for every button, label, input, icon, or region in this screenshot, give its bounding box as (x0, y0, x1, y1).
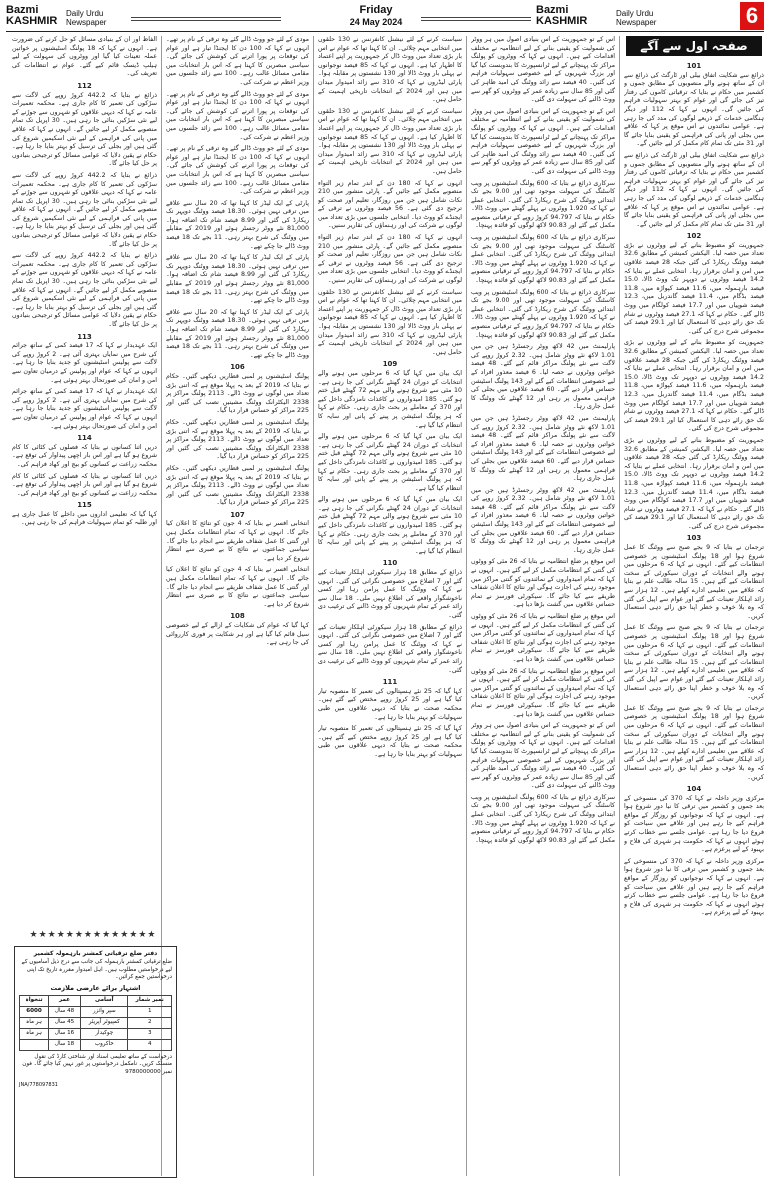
star-divider: ★★★★★★★★★★★★★★ (29, 930, 157, 940)
article-paragraph: کہا گیا کہ 25 نئے ہسپتالوں کی تعمیر کا منصوبہ تیار کیا گیا ہے اور 25 کروڑ روپے مختص کیے گئے ہیں۔ محکمہ صحت نے بتایا کہ دیہی علاقوں میں طبی سہولیات کو بہتر بنایا جا رہا ہے۔ (318, 687, 462, 721)
item-number: 104 (686, 785, 702, 794)
article-paragraph: اس کے تو جمہوریت کے اس بنیادی اصول میں ہر ووٹر کی شمولیت کو یقینی بنانے کے لیے انتظامیہ نے مختلف اقدامات کیے ہیں۔ انہوں نے کہا کہ ووٹروں کو پولنگ مراکز تک پہنچانے کے لیے ٹرانسپورٹ کا بندوبست کیا گیا اور بزرگ شہریوں کے لیے خصوصی سہولیات فراہم کی گئیں۔ 40 فیصد سے زائد ووٹنگ کی امید ظاہر کی گئی اور 85 سال سے زیادہ عمر کے ووٹروں کو گھر سے ووٹ ڈالنے کی سہولت دی گئی۔ (471, 107, 615, 175)
article-paragraph: اس کے تو جمہوریت کے اس بنیادی اصول میں ہر ووٹر کی شمولیت کو یقینی بنانے کے لیے انتظامیہ نے مختلف اقدامات کیے ہیں۔ انہوں نے کہا کہ ووٹروں کو پولنگ مراکز تک پہنچانے کے لیے ٹرانسپورٹ کا بندوبست کیا گیا اور بزرگ شہریوں کے لیے خصوصی سہولیات فراہم کی گئیں۔ 40 فیصد سے زائد ووٹنگ کی امید ظاہر کی گئی اور 85 سال سے زیادہ عمر کے ووٹروں کو گھر سے ووٹ ڈالنے کی سہولت دی گئی۔ (471, 722, 615, 790)
article-paragraph: پولنگ اسٹیشنوں پر لمبی قطاریں دیکھی گئیں۔ حکام نے بتایا کہ 2019 کے بعد یہ پہلا موقع ہے کہ اتنی بڑی تعداد میں لوگوں نے ووٹ ڈالے۔ 2113 پولنگ مراکز پر 2338 الیکٹرانک ووٹنگ مشینیں نصب کی گئیں اور 225 مراکز کو حساس قرار دیا گیا۔ (166, 464, 309, 507)
item-number: 113 (77, 332, 92, 341)
column-5 (12, 36, 157, 926)
article-paragraph: پارٹی کے ایک لیڈر کا کہنا تھا کہ 20 سال سے علاقے میں ترقی نہیں ہوئی۔ 18.30 فیصد ووٹنگ دوپہر تک ریکارڈ کی گئی اور 8.99 فیصد شام تک اضافہ ہوا۔ 81,000 نئے ووٹر رجسٹر ہوئے اور 2019 کے مقابلے میں ووٹنگ کی شرح بہتر رہی۔ 11 بجے تک 18 فیصد ووٹ ڈالے جا چکے تھے۔ (166, 199, 309, 250)
item-number: 102 (686, 232, 702, 241)
masthead-right (536, 5, 596, 27)
article-paragraph: جمہوریت کو مضبوط بنانے کے لیے ووٹروں نے بڑی تعداد میں حصہ لیا۔ الیکشن کمیشن کے مطابق 32.6 فیصد ووٹنگ ریکارڈ کی گئی جبکہ 28 فیصد علاقوں میں امن و امان برقرار رہا۔ انتخابی عملے نے بتایا کہ 14.2 فیصد ووٹروں نے دوپہر تک ووٹ ڈالا، 15.0 فیصد بارہمولہ میں، 11.6 فیصد کپواڑہ میں، 11.8 فیصد بڈگام میں، 11.4 فیصد گاندربل میں، 12.3 فیصد شوپیاں میں اور 17.7 فیصد کولگام میں ووٹ ڈالے گئے۔ حکام نے کہا کہ 27.1 فیصد ووٹروں نے شام تک حق رائے دہی کا استعمال کیا اور 29.1 فیصد کی مجموعی شرح درج کی گئی۔ (624, 339, 764, 433)
item-number: 106 (230, 363, 245, 372)
article-paragraph: اس موقع پر ضلع انتظامیہ نے بتایا کہ 26 مئی کو ووٹوں کی گنتی کے انتظامات مکمل کر لیے گئے ہیں۔ انہوں نے کہا کہ تمام امیدواروں کے نمائندوں کو گنتی مراکز میں موجود رہنے کی اجازت ہوگی اور نتائج کا اعلان شفاف طریقے سے کیا جائے گا۔ سیکورٹی فورسز نے تمام حساس علاقوں میں گشت بڑھا دیا ہے۔ (471, 558, 615, 609)
article-paragraph: ذرائع کے مطابق 18 ہزار سیکورٹی اہلکار تعینات کیے گئے اور 7 اضلاع میں خصوصی نگرانی کی گئی۔ انہوں نے کہا کہ ووٹنگ کا عمل پرامن رہا اور کسی ناخوشگوار واقعے کی اطلاع نہیں ملی۔ 18 سال سے زائد عمر کے تمام شہریوں کو ووٹ ڈالنے کی ترغیب دی گئی۔ (318, 623, 462, 674)
article-paragraph: ترجمان نے بتایا کہ 9 بجے صبح سے ووٹنگ کا عمل شروع ہوا اور 18 پولنگ اسٹیشنوں پر خصوصی انتظامات کیے گئے۔ انہوں نے کہا کہ 6 مرحلوں میں ہونے والے انتخابات کے دوران سیکورٹی کے سخت انتظامات کیے گئے ہیں۔ 15 سالہ طالب علم نے بتایا کہ علاقے میں تعلیمی ادارے کھلے ہیں۔ 12 ہزار سے زائد اہلکار تعینات کیے گئے اور عوام سے اپیل کی گئی کہ وہ بلا خوف و خطر اپنا حق رائے دہی استعمال کریں۔ (624, 704, 764, 781)
notice-table (19, 995, 172, 1051)
item-number: 109 (382, 360, 398, 369)
notice-subtitle: اشتہار برائے عارضی ملازمت (50, 983, 141, 992)
article-paragraph: انہوں نے کہا کہ 180 دن کے اندر تمام زیر التواء منصوبے مکمل کیے جائیں گے۔ پارٹی منشور میں 210 نکات شامل ہیں جن میں روزگار، تعلیم اور صحت کو ترجیح دی گئی ہے۔ 56 فیصد ووٹروں نے ترقی کے ایجنڈے کو ووٹ دیا۔ انتخابی جلسوں میں بڑی تعداد میں لوگوں نے شرکت کی اور رہنماؤں کی تقاریر سنیں۔ (318, 179, 462, 230)
column-rule (619, 36, 620, 1176)
item-number: 112 (77, 81, 92, 90)
table-cell: خاکروب (81, 1040, 128, 1051)
article-paragraph: ترجمان نے بتایا کہ 9 بجے صبح سے ووٹنگ کا عمل شروع ہوا اور 18 پولنگ اسٹیشنوں پر خصوصی انتظامات کیے گئے۔ انہوں نے کہا کہ 6 مرحلوں میں ہونے والے انتخابات کے دوران سیکورٹی کے سخت انتظامات کیے گئے ہیں۔ 15 سالہ طالب علم نے بتایا کہ علاقے میں تعلیمی ادارے کھلے ہیں۔ 12 ہزار سے زائد اہلکار تعینات کیے گئے اور عوام سے اپیل کی گئی کہ وہ بلا خوف و خطر اپنا حق رائے دہی استعمال کریں۔ (624, 544, 764, 620)
table-header-cell: تنخواہ (20, 996, 49, 1007)
notice-reference: JNA/778097831 (19, 1082, 58, 1089)
article-paragraph: ایک بیان میں کہا گیا کہ 6 مرحلوں میں ہونے والے انتخابات کے دوران 24 گھنٹے نگرانی کی جا رہی ہے۔ 10 مئی سے شروع ہونے والی مہم 72 گھنٹے قبل ختم ہو گئی۔ 185 امیدواروں نے کاغذات نامزدگی داخل کیے اور 370 کے معاملے پر بحث جاری رہی۔ حکام نے کہا کہ ہر پولنگ اسٹیشن پر پینے کے پانی اور سایہ کا انتظام کیا گیا ہے۔ (318, 433, 462, 492)
column-4 (166, 36, 309, 1181)
table-row (20, 1018, 172, 1029)
item-number: 114 (77, 434, 92, 443)
masthead-day: Friday (359, 4, 393, 16)
table-header-cell: عمر (49, 996, 81, 1007)
advertisement-notice (14, 946, 177, 1178)
article-paragraph: انتخابی افسر نے بتایا کہ 4 جون کو نتائج کا اعلان کیا جائے گا۔ انہوں نے کہا کہ تمام انتظامات مکمل ہیں اور گنتی کا عمل شفاف طریقے سے انجام دیا جائے گا۔ سیاسی جماعتوں نے نتائج کا بے صبری سے انتظار شروع کر دیا ہے۔ (166, 566, 309, 608)
article-paragraph: کہا گیا کہ 25 نئے ہسپتالوں کی تعمیر کا منصوبہ تیار کیا گیا ہے اور 25 کروڑ روپے مختص کیے گئے ہیں۔ محکمہ صحت نے بتایا کہ دیہی علاقوں میں طبی سہولیات کو بہتر بنایا جا رہا ہے۔ (318, 725, 462, 758)
table-cell: 4 (128, 1040, 172, 1051)
masthead-right-sub-wrap (616, 9, 676, 27)
table-cell: ہر ماہ (20, 1018, 49, 1029)
article-paragraph: ذرائع نے بتایا کہ 442.2 کروڑ روپے کی لاگت سے سڑکوں کی تعمیر کا کام جاری ہے۔ محکمہ تعمیرات عامہ نے کہا کہ دیہی علاقوں کو شہروں سے جوڑنے کے لیے نئی سڑکیں بنائی جا رہی ہیں۔ 30 اپریل تک تمام منصوبے مکمل کر لیے جائیں گے۔ انہوں نے کہا کہ علاقے میں پانی کی فراہمی کے لیے نئی اسکیمیں شروع کی گئی ہیں اور بجلی کی ترسیل کو بہتر بنایا جا رہا ہے۔ حکام نے یقین دلایا کہ عوامی مسائل کو ترجیحی بنیادوں پر حل کیا جائے گا۔ (12, 171, 157, 248)
article-paragraph: مودی کے لئے جو ووٹ ڈالے گئے وہ ترقی کے نام پر تھے۔ انہوں نے کہا کہ 100 دن کا ایجنڈا تیار ہے اور عوام کی توقعات پر پورا اترنے کی کوشش کی جائے گی۔ سیاسی مبصرین کا کہنا ہے کہ اس بار انتخابات میں مقامی مسائل غالب رہے۔ 100 سے زائد جلسوں میں وزیر اعظم نے شرکت کی۔ (166, 145, 309, 196)
article-paragraph: کہا گیا کہ تعلیمی اداروں میں داخلے کا عمل جاری ہے اور طلبہ کو تمام سہولیات فراہم کی جا رہی ہیں۔ (12, 510, 157, 527)
article-paragraph: ایک بیان میں کہا گیا کہ 6 مرحلوں میں ہونے والے انتخابات کے دوران 24 گھنٹے نگرانی کی جا رہی ہے۔ 10 مئی سے شروع ہونے والی مہم 72 گھنٹے قبل ختم ہو گئی۔ 185 امیدواروں نے کاغذات نامزدگی داخل کیے اور 370 کے معاملے پر بحث جاری رہی۔ حکام نے کہا کہ ہر پولنگ اسٹیشن پر پینے کے پانی اور سایہ کا انتظام کیا گیا ہے۔ (318, 496, 462, 555)
table-cell: سپر وائزر (81, 1007, 128, 1018)
article-paragraph: مرکزی وزیر داخلہ نے کہا کہ 370 کی منسوخی کے بعد جموں و کشمیر میں ترقی کا نیا دور شروع ہوا ہے۔ انہوں نے کہا کہ نوجوانوں کو روزگار کے مواقع فراہم کیے جا رہے ہیں اور علاقے میں سیاحت کو فروغ دیا جا رہا ہے۔ عوامی جلسے سے خطاب کرتے ہوئے انہوں نے کہا کہ حکومت ہر شہری کی فلاح و بہبود کے لیے پرعزم ہے۔ (624, 794, 764, 854)
article-paragraph: سرکاری ذرائع نے بتایا کہ 600 پولنگ اسٹیشنوں پر ویب کاسٹنگ کی سہولت موجود تھی اور 9.00 بجے تک ابتدائی ووٹنگ کی شرح ریکارڈ کی گئی۔ انتخابی عملے نے کہا کہ 1.920 ووٹروں نے پہلے گھنٹے میں ووٹ ڈالا۔ حکام نے بتایا کہ 94.797 کروڑ روپے کے ترقیاتی منصوبے مکمل کیے گئے اور 90.83 لاکھ لوگوں کو فائدہ پہنچا۔ (471, 234, 615, 285)
table-row (20, 1029, 172, 1040)
article-paragraph: مودی کے لئے جو ووٹ ڈالے گئے وہ ترقی کے نام پر تھے۔ انہوں نے کہا کہ 100 دن کا ایجنڈا تیار ہے اور عوام کی توقعات پر پورا اترنے کی کوشش کی جائے گی۔ سیاسی مبصرین کا کہنا ہے کہ اس بار انتخابات میں مقامی مسائل غالب رہے۔ 100 سے زائد جلسوں میں وزیر اعظم نے شرکت کی۔ (166, 36, 309, 86)
table-cell: 3 (128, 1029, 172, 1040)
section-banner: صفحہ اول سے آگے (626, 36, 762, 56)
article-paragraph: ذرائع نے بتایا کہ 442.2 کروڑ روپے کی لاگت سے سڑکوں کی تعمیر کا کام جاری ہے۔ محکمہ تعمیرات عامہ نے کہا کہ دیہی علاقوں کو شہروں سے جوڑنے کے لیے نئی سڑکیں بنائی جا رہی ہیں۔ 30 اپریل تک تمام منصوبے مکمل کر لیے جائیں گے۔ انہوں نے کہا کہ علاقے میں پانی کی فراہمی کے لیے نئی اسکیمیں شروع کی گئی ہیں اور بجلی کی ترسیل کو بہتر بنایا جا رہا ہے۔ حکام نے یقین دلایا کہ عوامی مسائل کو ترجیحی بنیادوں پر حل کیا جائے گا۔ (12, 91, 157, 168)
item-number: 108 (230, 612, 245, 621)
article-paragraph: ایک بیان میں کہا گیا کہ 6 مرحلوں میں ہونے والے انتخابات کے دوران 24 گھنٹے نگرانی کی جا رہی ہے۔ 10 مئی سے شروع ہونے والی مہم 72 گھنٹے قبل ختم ہو گئی۔ 185 امیدواروں نے کاغذات نامزدگی داخل کیے اور 370 کے معاملے پر بحث جاری رہی۔ حکام نے کہا کہ ہر پولنگ اسٹیشن پر پینے کے پانی اور سایہ کا انتظام کیا گیا ہے۔ (318, 369, 462, 429)
masthead (6, 2, 764, 32)
table-cell: 18 سال (49, 1040, 81, 1051)
notice-header: دفتر ضلع ترقیاتی کمشنر بارہمولہ کشمیر (33, 950, 158, 957)
article-paragraph: پارلیمنٹ میں 42 لاکھ ووٹر رجسٹرڈ ہیں جن میں 1.01 لاکھ نئے ووٹر شامل ہیں۔ 2.32 کروڑ روپے کی لاگت سے نئے پولنگ مراکز قائم کیے گئے۔ 48 فیصد خواتین ووٹروں نے حصہ لیا۔ 6 فیصد معذور افراد کے لیے خصوصی انتظامات کیے گئے اور 143 پولنگ اسٹیشن حساس قرار دیے گئے۔ 60 فیصد علاقوں میں بجلی کی فراہمی معمول پر رہی اور 12 گھنٹے تک ووٹنگ کا عمل جاری رہا۔ (471, 343, 615, 411)
article-paragraph: جمہوریت کو مضبوط بنانے کے لیے ووٹروں نے بڑی تعداد میں حصہ لیا۔ الیکشن کمیشن کے مطابق 32.6 فیصد ووٹنگ ریکارڈ کی گئی جبکہ 28 فیصد علاقوں میں امن و امان برقرار رہا۔ انتخابی عملے نے بتایا کہ 14.2 فیصد ووٹروں نے دوپہر تک ووٹ ڈالا، 15.0 فیصد بارہمولہ میں، 11.6 فیصد کپواڑہ میں، 11.8 فیصد بڈگام میں، 11.4 فیصد گاندربل میں، 12.3 فیصد شوپیاں میں اور 17.7 فیصد کولگام میں ووٹ ڈالے گئے۔ حکام نے کہا کہ 27.1 فیصد ووٹروں نے شام تک حق رائے دہی کا استعمال کیا اور 29.1 فیصد کی مجموعی شرح درج کی گئی۔ (624, 241, 764, 335)
article-paragraph: سرکاری ذرائع نے بتایا کہ 600 پولنگ اسٹیشنوں پر ویب کاسٹنگ کی سہولت موجود تھی اور 9.00 بجے تک ابتدائی ووٹنگ کی شرح ریکارڈ کی گئی۔ انتخابی عملے نے کہا کہ 1.920 ووٹروں نے پہلے گھنٹے میں ووٹ ڈالا۔ حکام نے بتایا کہ 94.797 کروڑ روپے کے ترقیاتی منصوبے مکمل کیے گئے اور 90.83 لاکھ لوگوں کو فائدہ پہنچا۔ (471, 793, 615, 844)
table-cell: 2 (128, 1018, 172, 1029)
notice-intro: ضلع ترقیاتی کمشنر بارہمولہ کی جانب سے درج ذیل آسامیوں کے لیے درخواستیں مطلوب ہیں۔ اہل امیدوار مقررہ تاریخ تک اپنی درخواستیں جمع کرائیں۔ (21, 959, 172, 981)
table-header-cell: آسامی (81, 996, 128, 1007)
column-3 (318, 36, 462, 1181)
article-paragraph: مودی کے لئے جو ووٹ ڈالے گئے وہ ترقی کے نام پر تھے۔ انہوں نے کہا کہ 100 دن کا ایجنڈا تیار ہے اور عوام کی توقعات پر پورا اترنے کی کوشش کی جائے گی۔ سیاسی مبصرین کا کہنا ہے کہ اس بار انتخابات میں مقامی مسائل غالب رہے۔ 100 سے زائد جلسوں میں وزیر اعظم نے شرکت کی۔ (166, 90, 309, 141)
article-paragraph: دریں اثنا کسانوں نے بتایا کہ فصلوں کی کٹائی کا کام شروع ہو گیا ہے اور اس بار اچھی پیداوار کی توقع ہے۔ محکمہ زراعت نے کسانوں کو بیج اور کھاد فراہم کی۔ (12, 472, 157, 497)
masthead-left-sub-wrap (66, 9, 126, 27)
table-cell: 16 سال (49, 1029, 81, 1040)
notice-table-header (20, 996, 172, 1007)
table-cell: چوکیدار (81, 1029, 128, 1040)
page-number: 6 (740, 2, 764, 30)
article-paragraph: ایک عہدیدار نے کہا کہ 17 فیصد کمی کے ساتھ جرائم کی شرح میں نمایاں بہتری آئی ہے۔ 2 کروڑ روپے کی لاگت سے پولیس اسٹیشنوں کو جدید بنایا جا رہا ہے۔ انہوں نے کہا کہ عوام اور پولیس کے درمیان تعاون سے امن و امان کی صورتحال بہتر ہوئی ہے۔ (12, 388, 157, 430)
article-paragraph: انہوں نے کہا کہ 180 دن کے اندر تمام زیر التواء منصوبے مکمل کیے جائیں گے۔ پارٹی منشور میں 210 نکات شامل ہیں جن میں روزگار، تعلیم اور صحت کو ترجیح دی گئی ہے۔ 56 فیصد ووٹروں نے ترقی کے ایجنڈے کو ووٹ دیا۔ انتخابی جلسوں میں بڑی تعداد میں لوگوں نے شرکت کی اور رہنماؤں کی تقاریر سنیں۔ (318, 234, 462, 285)
item-number: 111 (382, 678, 398, 687)
masthead-left-title: Bazmi KASHMIR (6, 4, 58, 27)
article-paragraph: کہا گیا کہ عوام کی شکایات کے ازالے کے لیے خصوصی سیل قائم کیا گیا ہے اور ہر شکایت پر فوری کارروائی کی جا رہی ہے۔ (166, 622, 309, 647)
table-row (20, 1040, 172, 1051)
table-header-cell: نمبر شمار (128, 996, 172, 1007)
item-number: 115 (77, 501, 92, 510)
table-cell: 45 سال (49, 1018, 81, 1029)
masthead-center (286, 4, 466, 28)
article-paragraph: الفاظ اور ان کے بنیادی مسائل کو حل کرنے کی ضرورت ہے۔ انہوں نے کہا کہ 18 پولنگ اسٹیشنوں پر خواتین عملہ تعینات کیا گیا اور ووٹروں کی سہولت کے لیے ہیلپ ڈیسک قائم کیے گئے۔ عوام نے انتظامات کی تعریف کی۔ (12, 36, 157, 78)
article-paragraph: سیاست کرنے کے لئے نیشنل کانفرنس نے 130 حلقوں میں انتخابی مہم چلائی۔ ان کا کہنا تھا کہ عوام نے اس بار بڑی تعداد میں ووٹ ڈال کر جمہوریت پر اپنے اعتماد کا اظہار کیا ہے۔ انہوں نے کہا کہ 85 فیصد نوجوانوں نے پہلی بار ووٹ ڈالا اور 130 نشستوں پر مقابلہ ہوا۔ پارٹی لیڈروں نے کہا کہ 310 سے زائد امیدوار میدان میں ہیں اور 2024 کے انتخابات تاریخی اہمیت کے حامل ہیں۔ (318, 288, 462, 356)
article-paragraph: سیاست کرنے کے لئے نیشنل کانفرنس نے 130 حلقوں میں انتخابی مہم چلائی۔ ان کا کہنا تھا کہ عوام نے اس بار بڑی تعداد میں ووٹ ڈال کر جمہوریت پر اپنے اعتماد کا اظہار کیا ہے۔ انہوں نے کہا کہ 85 فیصد نوجوانوں نے پہلی بار ووٹ ڈالا اور 130 نشستوں پر مقابلہ ہوا۔ پارٹی لیڈروں نے کہا کہ 310 سے زائد امیدوار میدان میں ہیں اور 2024 کے انتخابات تاریخی اہمیت کے حامل ہیں۔ (318, 107, 462, 175)
table-cell: ہر ماہ (20, 1029, 49, 1040)
article-paragraph: انتخابی افسر نے بتایا کہ 4 جون کو نتائج کا اعلان کیا جائے گا۔ انہوں نے کہا کہ تمام انتظامات مکمل ہیں اور گنتی کا عمل شفاف طریقے سے انجام دیا جائے گا۔ سیاسی جماعتوں نے نتائج کا بے صبری سے انتظار شروع کر دیا ہے۔ (166, 520, 309, 562)
column-1 (624, 36, 764, 1181)
article-paragraph: ذرائع نے بتایا کہ 442.2 کروڑ روپے کی لاگت سے سڑکوں کی تعمیر کا کام جاری ہے۔ محکمہ تعمیرات عامہ نے کہا کہ دیہی علاقوں کو شہروں سے جوڑنے کے لیے نئی سڑکیں بنائی جا رہی ہیں۔ 30 اپریل تک تمام منصوبے مکمل کر لیے جائیں گے۔ انہوں نے کہا کہ علاقے میں پانی کی فراہمی کے لیے نئی اسکیمیں شروع کی گئی ہیں اور بجلی کی ترسیل کو بہتر بنایا جا رہا ہے۔ حکام نے یقین دلایا کہ عوامی مسائل کو ترجیحی بنیادوں پر حل کیا جائے گا۔ (12, 252, 157, 328)
column-rule (313, 36, 314, 1176)
article-paragraph: مرکزی وزیر داخلہ نے کہا کہ 370 کی منسوخی کے بعد جموں و کشمیر میں ترقی کا نیا دور شروع ہوا ہے۔ انہوں نے کہا کہ نوجوانوں کو روزگار کے مواقع فراہم کیے جا رہے ہیں اور علاقے میں سیاحت کو فروغ دیا جا رہا ہے۔ عوامی جلسے سے خطاب کرتے ہوئے انہوں نے کہا کہ حکومت ہر شہری کی فلاح و بہبود کے لیے پرعزم ہے۔ (624, 857, 764, 917)
article-paragraph: پارلیمنٹ میں 42 لاکھ ووٹر رجسٹرڈ ہیں جن میں 1.01 لاکھ نئے ووٹر شامل ہیں۔ 2.32 کروڑ روپے کی لاگت سے نئے پولنگ مراکز قائم کیے گئے۔ 48 فیصد خواتین ووٹروں نے حصہ لیا۔ 6 فیصد معذور افراد کے لیے خصوصی انتظامات کیے گئے اور 143 پولنگ اسٹیشن حساس قرار دیے گئے۔ 60 فیصد علاقوں میں بجلی کی فراہمی معمول پر رہی اور 12 گھنٹے تک ووٹنگ کا عمل جاری رہا۔ (471, 486, 615, 554)
article-paragraph: اس کے تو جمہوریت کے اس بنیادی اصول میں ہر ووٹر کی شمولیت کو یقینی بنانے کے لیے انتظامیہ نے مختلف اقدامات کیے ہیں۔ انہوں نے کہا کہ ووٹروں کو پولنگ مراکز تک پہنچانے کے لیے ٹرانسپورٹ کا بندوبست کیا گیا اور بزرگ شہریوں کے لیے خصوصی سہولیات فراہم کی گئیں۔ 40 فیصد سے زائد ووٹنگ کی امید ظاہر کی گئی اور 85 سال سے زیادہ عمر کے ووٹروں کو گھر سے ووٹ ڈالنے کی سہولت دی گئی۔ (471, 36, 615, 104)
article-paragraph: پارٹی کے ایک لیڈر کا کہنا تھا کہ 20 سال سے علاقے میں ترقی نہیں ہوئی۔ 18.30 فیصد ووٹنگ دوپہر تک ریکارڈ کی گئی اور 8.99 فیصد شام تک اضافہ ہوا۔ 81,000 نئے ووٹر رجسٹر ہوئے اور 2019 کے مقابلے میں ووٹنگ کی شرح بہتر رہی۔ 11 بجے تک 18 فیصد ووٹ ڈالے جا چکے تھے۔ (166, 308, 309, 359)
table-row (20, 1007, 172, 1018)
article-paragraph: دریں اثنا کسانوں نے بتایا کہ فصلوں کی کٹائی کا کام شروع ہو گیا ہے اور اس بار اچھی پیداوار کی توقع ہے۔ محکمہ زراعت نے کسانوں کو بیج اور کھاد فراہم کی۔ (12, 443, 157, 468)
article-paragraph: سیاست کرنے کے لئے نیشنل کانفرنس نے 130 حلقوں میں انتخابی مہم چلائی۔ ان کا کہنا تھا کہ عوام نے اس بار بڑی تعداد میں ووٹ ڈال کر جمہوریت پر اپنے اعتماد کا اظہار کیا ہے۔ انہوں نے کہا کہ 85 فیصد نوجوانوں نے پہلی بار ووٹ ڈالا اور 130 نشستوں پر مقابلہ ہوا۔ پارٹی لیڈروں نے کہا کہ 310 سے زائد امیدوار میدان میں ہیں اور 2024 کے انتخابات تاریخی اہمیت کے حامل ہیں۔ (318, 36, 462, 104)
article-paragraph: اس موقع پر ضلع انتظامیہ نے بتایا کہ 26 مئی کو ووٹوں کی گنتی کے انتظامات مکمل کر لیے گئے ہیں۔ انہوں نے کہا کہ تمام امیدواروں کے نمائندوں کو گنتی مراکز میں موجود رہنے کی اجازت ہوگی اور نتائج کا اعلان شفاف طریقے سے کیا جائے گا۔ سیکورٹی فورسز نے تمام حساس علاقوں میں گشت بڑھا دیا ہے۔ (471, 613, 615, 663)
column-2 (471, 36, 615, 1181)
masthead-right-sub: Daily Urdu Newspaper (616, 9, 657, 27)
article-paragraph: پولنگ اسٹیشنوں پر لمبی قطاریں دیکھی گئیں۔ حکام نے بتایا کہ 2019 کے بعد یہ پہلا موقع ہے کہ اتنی بڑی تعداد میں لوگوں نے ووٹ ڈالے۔ 2113 پولنگ مراکز پر 2338 الیکٹرانک ووٹنگ مشینیں نصب کی گئیں اور 225 مراکز کو حساس قرار دیا گیا۔ (166, 372, 309, 415)
article-paragraph: ذرائع سے شکایت اتفاق بیلی اور ٹارگٹ کی ذرائع سے ان کے ساتھ ہونے والے منصوبوں کے مطابق جموں و کشمیر میں حکام نے بتایا کہ ترقیاتی کاموں کی رفتار تیز کی جائے گی اور عوام کو بہتر سہولیات فراہم کی جائیں گی۔ انہوں نے کہا کہ 112 اور دیگر ہنگامی خدمات کے ذریعے لوگوں کی مدد کی جا رہی ہے۔ عوامی نمائندوں نے اس موقع پر کہا کہ علاقے میں بجلی اور پانی کی فراہمی کو یقینی بنایا جائے گا اور 31 مئی تک تمام کام مکمل کر لیے جائیں گے۔ (624, 151, 764, 228)
masthead-right-title: Bazmi KASHMIR (536, 4, 588, 27)
article-paragraph: اس موقع پر ضلع انتظامیہ نے بتایا کہ 26 مئی کو ووٹوں کی گنتی کے انتظامات مکمل کر لیے گئے ہیں۔ انہوں نے کہا کہ تمام امیدواروں کے نمائندوں کو گنتی مراکز میں موجود رہنے کی اجازت ہوگی اور نتائج کا اعلان شفاف طریقے سے کیا جائے گا۔ سیکورٹی فورسز نے تمام حساس علاقوں میں گشت بڑھا دیا ہے۔ (471, 667, 615, 718)
item-number: 101 (686, 62, 702, 70)
masthead-date: 24 May 2024 (349, 17, 403, 27)
article-paragraph: پارلیمنٹ میں 42 لاکھ ووٹر رجسٹرڈ ہیں جن میں 1.01 لاکھ نئے ووٹر شامل ہیں۔ 2.32 کروڑ روپے کی لاگت سے نئے پولنگ مراکز قائم کیے گئے۔ 48 فیصد خواتین ووٹروں نے حصہ لیا۔ 6 فیصد معذور افراد کے لیے خصوصی انتظامات کیے گئے اور 143 پولنگ اسٹیشن حساس قرار دیے گئے۔ 60 فیصد علاقوں میں بجلی کی فراہمی معمول پر رہی اور 12 گھنٹے تک ووٹنگ کا عمل جاری رہا۔ (471, 414, 615, 483)
article-paragraph: سرکاری ذرائع نے بتایا کہ 600 پولنگ اسٹیشنوں پر ویب کاسٹنگ کی سہولت موجود تھی اور 9.00 بجے تک ابتدائی ووٹنگ کی شرح ریکارڈ کی گئی۔ انتخابی عملے نے کہا کہ 1.920 ووٹروں نے پہلے گھنٹے میں ووٹ ڈالا۔ حکام نے بتایا کہ 94.797 کروڑ روپے کے ترقیاتی منصوبے مکمل کیے گئے اور 90.83 لاکھ لوگوں کو فائدہ پہنچا۔ (471, 288, 615, 339)
article-paragraph: سرکاری ذرائع نے بتایا کہ 600 پولنگ اسٹیشنوں پر ویب کاسٹنگ کی سہولت موجود تھی اور 9.00 بجے تک ابتدائی ووٹنگ کی شرح ریکارڈ کی گئی۔ انتخابی عملے نے کہا کہ 1.920 ووٹروں نے پہلے گھنٹے میں ووٹ ڈالا۔ حکام نے بتایا کہ 94.797 کروڑ روپے کے ترقیاتی منصوبے مکمل کیے گئے اور 90.83 لاکھ لوگوں کو فائدہ پہنچا۔ (471, 179, 615, 230)
item-number: 103 (686, 534, 702, 543)
table-cell: کمپیوٹر آپریٹر (81, 1018, 128, 1029)
masthead-rule-right (421, 17, 531, 21)
column-rule (466, 36, 467, 1176)
article-paragraph: پولنگ اسٹیشنوں پر لمبی قطاریں دیکھی گئیں۔ حکام نے بتایا کہ 2019 کے بعد یہ پہلا موقع ہے کہ اتنی بڑی تعداد میں لوگوں نے ووٹ ڈالے۔ 2113 پولنگ مراکز پر 2338 الیکٹرانک ووٹنگ مشینیں نصب کی گئیں اور 225 مراکز کو حساس قرار دیا گیا۔ (166, 418, 309, 461)
masthead-left (6, 5, 66, 27)
item-number: 107 (230, 510, 245, 519)
article-paragraph: ترجمان نے بتایا کہ 9 بجے صبح سے ووٹنگ کا عمل شروع ہوا اور 18 پولنگ اسٹیشنوں پر خصوصی انتظامات کیے گئے۔ انہوں نے کہا کہ 6 مرحلوں میں ہونے والے انتخابات کے دوران سیکورٹی کے سخت انتظامات کیے گئے ہیں۔ 15 سالہ طالب علم نے بتایا کہ علاقے میں تعلیمی ادارے کھلے ہیں۔ 12 ہزار سے زائد اہلکار تعینات کیے گئے اور عوام سے اپیل کی گئی کہ وہ بلا خوف و خطر اپنا حق رائے دہی استعمال کریں۔ (624, 624, 764, 701)
table-cell: 48 سال (49, 1007, 81, 1018)
article-paragraph: ایک عہدیدار نے کہا کہ 17 فیصد کمی کے ساتھ جرائم کی شرح میں نمایاں بہتری آئی ہے۔ 2 کروڑ روپے کی لاگت سے پولیس اسٹیشنوں کو جدید بنایا جا رہا ہے۔ انہوں نے کہا کہ عوام اور پولیس کے درمیان تعاون سے امن و امان کی صورتحال بہتر ہوئی ہے۔ (12, 342, 157, 384)
article-paragraph: جمہوریت کو مضبوط بنانے کے لیے ووٹروں نے بڑی تعداد میں حصہ لیا۔ الیکشن کمیشن کے مطابق 32.6 فیصد ووٹنگ ریکارڈ کی گئی جبکہ 28 فیصد علاقوں میں امن و امان برقرار رہا۔ انتخابی عملے نے بتایا کہ 14.2 فیصد ووٹروں نے دوپہر تک ووٹ ڈالا، 15.0 فیصد بارہمولہ میں، 11.6 فیصد کپواڑہ میں، 11.8 فیصد بڈگام میں، 11.4 فیصد گاندربل میں، 12.3 فیصد شوپیاں میں اور 17.7 فیصد کولگام میں ووٹ ڈالے گئے۔ حکام نے کہا کہ 27.1 فیصد ووٹروں نے شام تک حق رائے دہی کا استعمال کیا اور 29.1 فیصد کی مجموعی شرح درج کی گئی۔ (624, 436, 764, 530)
article-paragraph: ذرائع سے شکایت اتفاق بیلی اور ٹارگٹ کی ذرائع سے ان کے ساتھ ہونے والے منصوبوں کے مطابق جموں و کشمیر میں حکام نے بتایا کہ ترقیاتی کاموں کی رفتار تیز کی جائے گی اور عوام کو بہتر سہولیات فراہم کی جائیں گی۔ انہوں نے کہا کہ 112 اور دیگر ہنگامی خدمات کے ذریعے لوگوں کی مدد کی جا رہی ہے۔ عوامی نمائندوں نے اس موقع پر کہا کہ علاقے میں بجلی اور پانی کی فراہمی کو یقینی بنایا جائے گا اور 31 مئی تک تمام کام مکمل کر لیے جائیں گے۔ (624, 71, 764, 148)
table-cell: 6000 (20, 1007, 49, 1018)
article-paragraph: پارٹی کے ایک لیڈر کا کہنا تھا کہ 20 سال سے علاقے میں ترقی نہیں ہوئی۔ 18.30 فیصد ووٹنگ دوپہر تک ریکارڈ کی گئی اور 8.99 فیصد شام تک اضافہ ہوا۔ 81,000 نئے ووٹر رجسٹر ہوئے اور 2019 کے مقابلے میں ووٹنگ کی شرح بہتر رہی۔ 11 بجے تک 18 فیصد ووٹ ڈالے جا چکے تھے۔ (166, 254, 309, 305)
item-number: 110 (382, 559, 398, 568)
masthead-left-sub: Daily Urdu Newspaper (66, 9, 107, 27)
masthead-rule-left (131, 17, 281, 21)
article-paragraph: ذرائع کے مطابق 18 ہزار سیکورٹی اہلکار تعینات کیے گئے اور 7 اضلاع میں خصوصی نگرانی کی گئی۔ انہوں نے کہا کہ ووٹنگ کا عمل پرامن رہا اور کسی ناخوشگوار واقعے کی اطلاع نہیں ملی۔ 18 سال سے زائد عمر کے تمام شہریوں کو ووٹ ڈالنے کی ترغیب دی گئی۔ (318, 569, 462, 619)
table-cell (20, 1040, 49, 1051)
table-cell: 1 (128, 1007, 172, 1018)
notice-footer: درخواست کے ساتھ تعلیمی اسناد اور شناختی کارڈ کی نقول منسلک کریں۔ نامکمل درخواستوں پر غور نہیں کیا جائے گا۔ فون نمبر 9780000000 (22, 1054, 172, 1075)
